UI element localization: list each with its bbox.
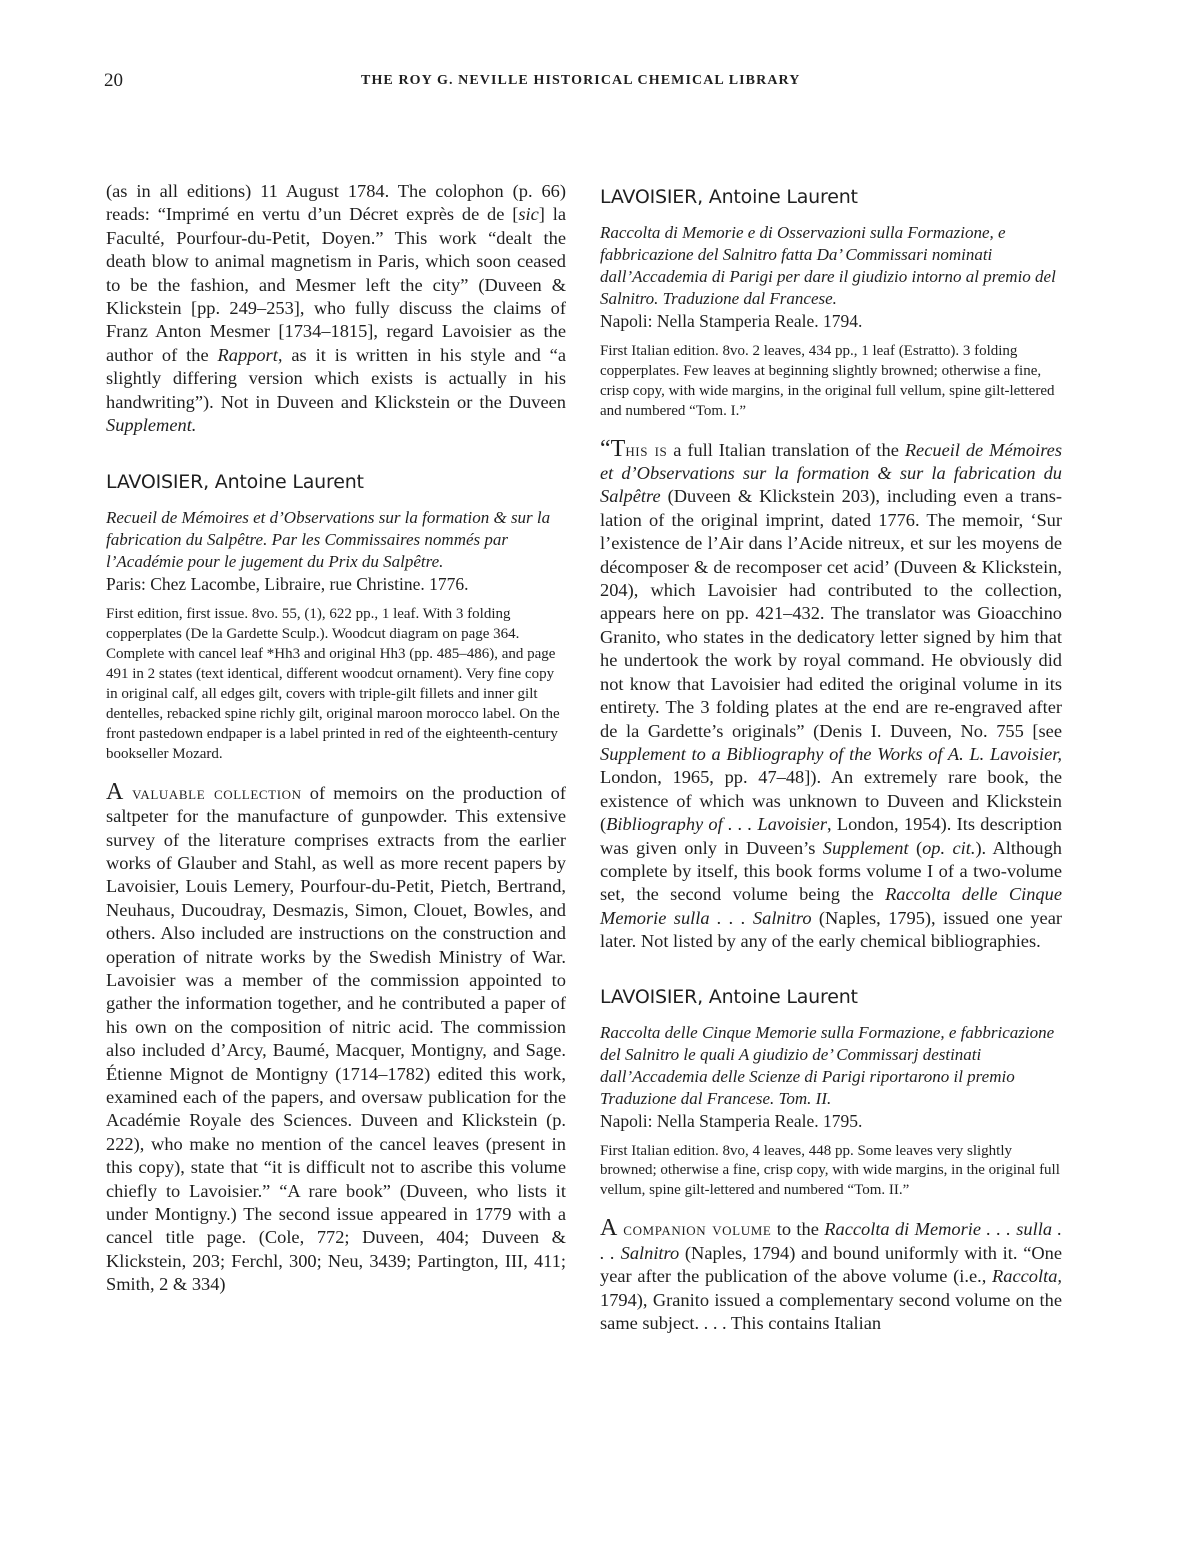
entry-heading: LAVOISIER, Antoine Laurent <box>106 471 364 494</box>
entry-note <box>106 778 566 1297</box>
small-caps-run: his is <box>625 439 668 460</box>
small-caps-run: companion volume <box>617 1219 772 1240</box>
right-column <box>600 180 1062 1335</box>
text-run: (as in all editions) 11 August 1784. The colophon (p. 66) reads: “Imprimé en vertu d’un Décret exprès de de [ <box>106 181 566 225</box>
entry-title: Raccolta di Memorie e di Osservazioni sulla Formazione, e fabbricazione del Salnitro fatta Da’ Commissari nominati dall’Accademia di Parigi per dare il giudizio intorno al premio del Salnitro. Traduzione dal Francese. <box>600 223 1056 308</box>
entry-imprint: Paris: Chez Lacombe, Libraire, rue Christine. 1776. <box>106 574 469 595</box>
initial-letter: A <box>600 1215 618 1242</box>
text-run: London, 1965, pp. 47–48]). An extremely rare book, the existence of which was unknown to Duveen and Klickstein ( <box>600 767 1062 835</box>
italic-run: Raccolta delle Cinque Memorie sulla . . . Salnitro <box>600 884 1062 928</box>
italic-run: Supplement <box>822 837 909 858</box>
italic-run: Supplement. <box>106 415 197 436</box>
initial-letter: A <box>106 778 124 805</box>
continued-paragraph <box>106 180 566 437</box>
entry-imprint: Napoli: Nella Stamperia Reale. 1795. <box>600 1110 863 1131</box>
entry-collation: First Italian edition. 8vo. 2 leaves, 434 pp., 1 leaf (Estratto). 3 folding copperplates. Few leaves at beginning slightly browned; otherwise a fine, crisp copy, with wide margins, in the original full vellum, spine gilt-lettered and numbered “Tom. I.” <box>600 343 1055 419</box>
text-run: to the <box>771 1219 825 1240</box>
text-run: ). Although complete by itself, this book forms volume I of a two-volume set, the second volume being the <box>600 837 1062 905</box>
entry-imprint: Napoli: Nella Stamperia Reale. 1794. <box>600 311 863 331</box>
entry-collation: First Italian edition. 8vo, 4 leaves, 448 pp. Some leaves very slightly browned; otherwise a fine, crisp copy, with wide margins, in the original full vellum, spine gilt-lettered and numbered “Tom. II.” <box>600 1142 1060 1199</box>
text-run: of memoirs on the production of saltpeter for the manufacture of gunpowder. This extensive survey of the literature comprises extracts from the earlier works of Glauber and Stahl, as well as more recent papers by Lavoisier, Louis Lemery, Pourfour-du-Petit, Pietch, Bertrand, Neuhaus, Ducoudray, Desmazis, Simon, Clouet, Bowles, and others. Also included are instructions on the construction and operation of nitrate works by the Swedish Ministry of War. Lavoisier was a member of the commission appointed to gather the information together, and he contributed a paper of his own on the composition of nitric acid. The commission also included d’Arcy, Baumé, Macquer, Montigny, and Sage. Étienne Mignot de Montigny (1714–1782) edited this work, examined each of the papers, and oversaw publication for the Académie Royale des Sciences. Duveen and Klickstein (p. 222), who make no mention of the cancel leaves (present in this copy), state that “it is difficult not to ascribe this volume chiefly to Lavoisier.” “A rare book” (Duveen, who lists it under Montigny.) The second issue appeared in 1779 with a cancel title page. (Cole, 772; Duveen, 404; Duveen & Klickstein, 203; Ferchl, 300; Neu, 3439; Partington, III, 411; Smith, 2 & 334) <box>106 782 566 1295</box>
initial-letter: “T <box>600 435 626 462</box>
text-run: ( <box>908 837 923 858</box>
entry-heading: LAVOISIER, Antoine Laurent <box>600 186 858 208</box>
text-run: as it is written in his style and “a slightly differing version which exists is actually in his handwriting”). Not in Duveen and Klickstein or the Duveen <box>106 344 567 412</box>
italic-run: Supplement to a Bibliography of the Works of A. L. Lavoisier, <box>600 743 1062 764</box>
text-run: (Naples, 1794) and bound uniformly with it. “One year after the publication of the above volume (i.e., <box>600 1242 1062 1287</box>
text-run: a full Italian translation of the <box>667 439 905 460</box>
text-run: (Duveen & Klickstein 203), including even a translation of the original imprint, dated 1776. The memoir, ‘Sur l’existence de l’Air dans l’Acide nitreux, et sur les moyens de décomposer & de recomposer cet acid’ (Duveen & Klickstein, 204), which Lavoisier had contributed to the collection, appears here on pp. 421–432. The translator was Gioacchino Granito, who states in the dedicatory letter signed by him that he undertook the work by royal command. He obviously did not know that Lavoisier had edited the original volume in its entirety. The 3 folding plates at the end are re-engraved after de la Gardette’s originals” (Denis I. Duveen, No. 755 [see <box>600 486 1062 741</box>
italic-run: sic <box>518 204 539 225</box>
catalog-entry <box>600 986 1062 1336</box>
running-title: THE ROY G. NEVILLE HISTORICAL CHEMICAL LIBRARY <box>361 73 801 88</box>
entry-note <box>600 435 1063 954</box>
entry-title: Recueil de Mémoires et d’Observations sur la formation & sur la fabrication du Salpêtre. Par les Commissaires nommés par l’Académie pour le jugement du Prix du Salpêtre. <box>106 508 551 572</box>
small-caps-run: valuable collection <box>123 782 302 803</box>
entry-collation: First edition, first issue. 8vo. 55, (1), 622 pp., 1 leaf. With 3 folding copperplates (De la Gardette Sculp.). Woodcut diagram on page 364. Complete with cancel leaf *Hh3 and original Hh3 (pp. 485–486), and page 491 in 2 states (text identical, different woodcut ornament). Very fine copy in original calf, all edges gilt, covers with triple-gilt fillets and inner gilt dentelles, rebacked spine richly gilt, original maroon morocco label. On the front pastedown endpaper is a label printed in red of the eighteenth-century bookseller Mozard. <box>106 606 560 762</box>
text-run: , London, 1954). Its description was given only in Duveen’s <box>600 814 1063 858</box>
catalog-entry <box>600 186 1062 954</box>
text-run: (Naples, 1795), issued one year later. Not listed by any of the early chemical bibliographies. <box>600 907 1062 952</box>
italic-run: op. cit. <box>922 837 976 858</box>
text-run: ] la Faculté, Pourfour-du-Petit, Doyen.” This work “dealt the death blow to animal magnetism in Paris, which soon ceased to be the fashion, and Mesmer left the city” (Duveen & Klickstein [pp. 249–253], who fully discuss the claims of Franz Anton Mesmer [1734–1815], regard Lavoisier as the author of the <box>106 204 566 365</box>
italic-run: Raccolta, <box>992 1266 1062 1287</box>
entry-title: Raccolta delle Cinque Memorie sulla Formazione, e fabbricazione del Salnitro le quali A giudizio de’ Commissarj destinati dall’Accademia delle Scienze di Parigi riportarono il premio Traduzione dal Francese. Tom. II. <box>600 1022 1055 1108</box>
italic-run: Bibliography of . . . Lavoisier <box>606 814 827 835</box>
text-run: 1794), Granito issued a complementary second volume on the same subject. . . . This contains Italian <box>600 1289 1062 1333</box>
italic-run: Rapport, <box>217 344 283 365</box>
page-number: 20 <box>104 70 123 91</box>
left-column <box>106 180 566 1297</box>
italic-run: Raccolta di Memorie . . . sulla . . . Salnitro <box>600 1219 1062 1263</box>
running-head <box>104 70 1104 100</box>
catalog-entry <box>106 471 566 1296</box>
entry-note <box>600 1217 1062 1335</box>
entry-heading: LAVOISIER, Antoine Laurent <box>600 985 858 1008</box>
italic-run: Recueil de Mémoires et d’Observations sur la formation & sur la fabrication du Salpêtre <box>600 439 1062 507</box>
